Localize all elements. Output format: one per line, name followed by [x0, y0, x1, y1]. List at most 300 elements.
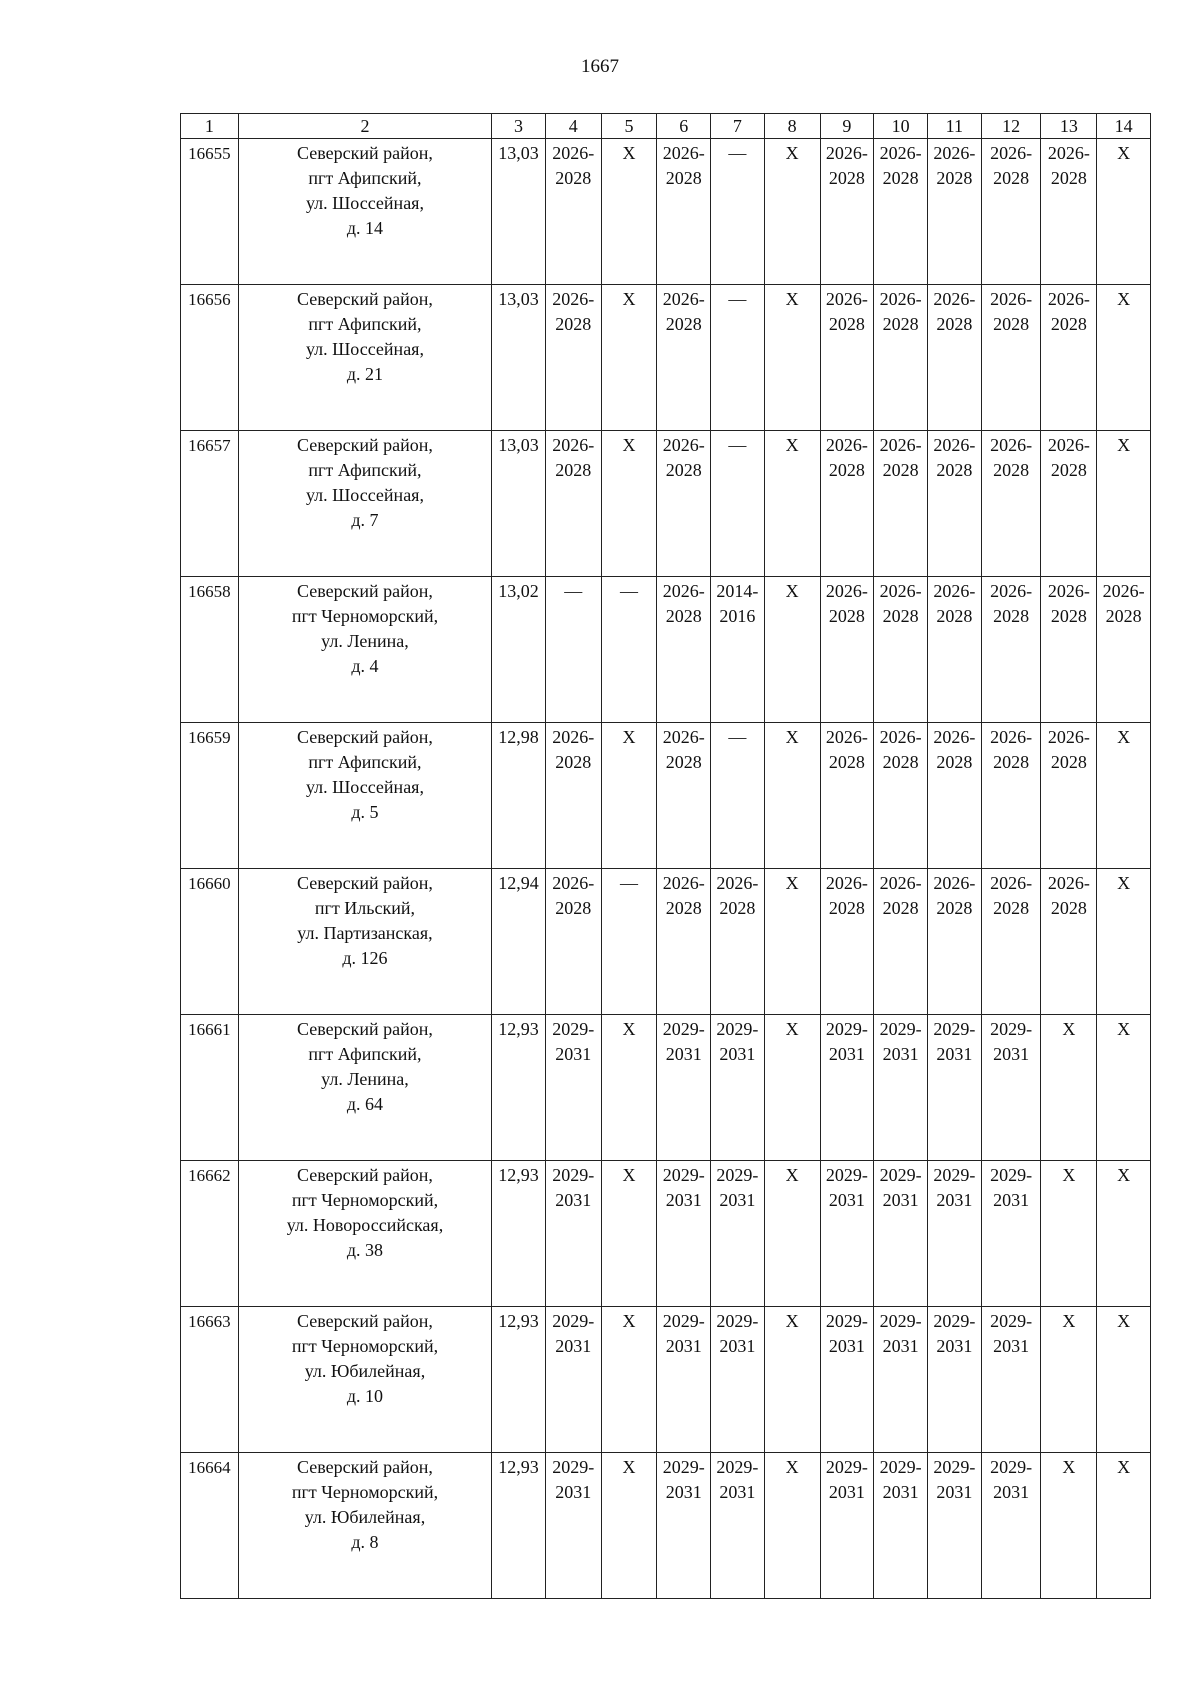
period-text: 2031: [719, 1482, 756, 1502]
table-row: [181, 869, 1151, 1015]
period-cell-col-8: [764, 431, 820, 577]
period-cell-col-6: [657, 285, 711, 431]
address-line: пгт Афипский,: [308, 314, 422, 334]
period-text: 2028: [555, 168, 592, 188]
period-cell-col-9: [820, 1307, 874, 1453]
period-text: 2028: [1050, 168, 1087, 188]
period-text: 2028: [555, 752, 592, 772]
address-line: ул. Шоссейная,: [305, 193, 424, 213]
period-text: X: [785, 1019, 799, 1039]
period-cell-col-14: [1097, 285, 1151, 431]
period-cell-col-5: [601, 1307, 657, 1453]
period-text: 2028: [993, 606, 1030, 626]
row-number-cell: 16662: [181, 1161, 239, 1307]
period-text: 2026-: [1047, 581, 1090, 601]
period-text: 2031: [882, 1482, 919, 1502]
period-text: 2026-: [933, 289, 976, 309]
period-text: 2029-: [552, 1019, 595, 1039]
period-text: 2031: [936, 1044, 973, 1064]
address-line: ул. Шоссейная,: [305, 485, 424, 505]
column-header-11: 11: [927, 114, 981, 139]
period-text: 2029-: [879, 1019, 922, 1039]
period-text: 2028: [882, 606, 919, 626]
value-cell: 12,93: [492, 1453, 546, 1599]
period-text: 2031: [828, 1482, 865, 1502]
period-cell-col-7: [711, 1307, 765, 1453]
period-text: X: [622, 289, 636, 309]
column-header-9: 9: [820, 114, 874, 139]
address-line: д. 8: [351, 1532, 379, 1552]
period-text: X: [785, 143, 799, 163]
column-header-6: 6: [657, 114, 711, 139]
address-line: д. 126: [342, 948, 388, 968]
period-cell-col-14: [1097, 1161, 1151, 1307]
address-line: пгт Афипский,: [308, 168, 422, 188]
address-line: пгт Афипский,: [308, 752, 422, 772]
period-text: —: [619, 873, 638, 893]
period-text: 2031: [993, 1482, 1030, 1502]
period-text: X: [622, 435, 636, 455]
period-text: 2026-: [552, 435, 595, 455]
period-text: 2026-: [552, 289, 595, 309]
period-text: 2029-: [552, 1311, 595, 1331]
period-cell-col-7: [711, 1453, 765, 1599]
value-cell: 12,98: [492, 723, 546, 869]
period-cell-col-5: [601, 869, 657, 1015]
period-cell-col-9: [820, 1015, 874, 1161]
period-cell-col-10: [874, 723, 928, 869]
period-cell-col-11: [927, 1307, 981, 1453]
period-text: 2029-: [990, 1019, 1033, 1039]
period-text: 2026-: [662, 143, 705, 163]
address-line: д. 5: [351, 802, 379, 822]
period-text: 2031: [936, 1190, 973, 1210]
address-line: ул. Шоссейная,: [305, 777, 424, 797]
period-text: 2031: [828, 1336, 865, 1356]
period-text: 2028: [665, 752, 702, 772]
column-header-8: 8: [764, 114, 820, 139]
address-line: Северский район,: [297, 289, 433, 309]
period-text: 2031: [882, 1336, 919, 1356]
period-cell-col-4: [545, 285, 601, 431]
value-cell: 13,02: [492, 577, 546, 723]
column-header-4: 4: [545, 114, 601, 139]
period-text: 2029-: [662, 1457, 705, 1477]
table-row: [181, 577, 1151, 723]
period-text: 2028: [936, 606, 973, 626]
period-text: 2029-: [879, 1311, 922, 1331]
address-line: ул. Ленина,: [321, 631, 409, 651]
period-cell-col-8: [764, 1161, 820, 1307]
period-cell-col-14: [1097, 577, 1151, 723]
period-text: 2028: [665, 314, 702, 334]
period-cell-col-8: [764, 1015, 820, 1161]
period-text: 2026-: [990, 435, 1033, 455]
period-text: X: [1117, 1457, 1131, 1477]
period-cell-col-5: [601, 1161, 657, 1307]
address-cell: [238, 431, 491, 577]
address-line: Северский район,: [297, 1311, 433, 1331]
address-line: Северский район,: [297, 435, 433, 455]
period-cell-col-5: [601, 1015, 657, 1161]
period-text: 2028: [828, 460, 865, 480]
period-text: 2031: [555, 1044, 592, 1064]
period-text: 2028: [936, 168, 973, 188]
value-cell: 13,03: [492, 431, 546, 577]
period-cell-col-13: [1041, 1161, 1097, 1307]
period-cell-col-12: [981, 1161, 1041, 1307]
period-cell-col-11: [927, 139, 981, 285]
period-cell-col-7: [711, 869, 765, 1015]
period-cell-col-4: [545, 869, 601, 1015]
period-text: —: [619, 581, 638, 601]
period-text: 2031: [828, 1044, 865, 1064]
period-text: 2016: [719, 606, 756, 626]
period-cell-col-9: [820, 139, 874, 285]
period-text: 2028: [882, 460, 919, 480]
period-cell-col-13: [1041, 1015, 1097, 1161]
period-cell-col-9: [820, 577, 874, 723]
value-cell: 12,94: [492, 869, 546, 1015]
period-text: X: [785, 1165, 799, 1185]
period-text: 2026-: [879, 727, 922, 747]
period-text: —: [728, 143, 747, 163]
period-text: X: [785, 581, 799, 601]
period-text: 2026-: [879, 435, 922, 455]
period-text: X: [785, 289, 799, 309]
row-number-cell: 16657: [181, 431, 239, 577]
address-cell: [238, 869, 491, 1015]
period-cell-col-9: [820, 431, 874, 577]
period-text: 2026-: [879, 873, 922, 893]
address-line: Северский район,: [297, 1019, 433, 1039]
period-text: 2031: [993, 1190, 1030, 1210]
period-text: 2031: [555, 1482, 592, 1502]
period-text: 2031: [665, 1044, 702, 1064]
period-text: 2026-: [933, 435, 976, 455]
period-text: 2029-: [825, 1165, 868, 1185]
period-text: 2029-: [990, 1311, 1033, 1331]
period-cell-col-13: [1041, 723, 1097, 869]
column-header-1: 1: [181, 114, 239, 139]
period-text: 2028: [882, 752, 919, 772]
period-text: 2026-: [662, 873, 705, 893]
table-row: [181, 431, 1151, 577]
column-header-3: 3: [492, 114, 546, 139]
period-text: 2026-: [825, 435, 868, 455]
address-line: пгт Афипский,: [308, 460, 422, 480]
period-cell-col-10: [874, 869, 928, 1015]
period-text: 2026-: [825, 581, 868, 601]
period-text: 2031: [719, 1190, 756, 1210]
column-header-2: 2: [238, 114, 491, 139]
period-cell-col-12: [981, 1015, 1041, 1161]
period-text: 2028: [665, 168, 702, 188]
period-cell-col-11: [927, 1161, 981, 1307]
period-text: 2029-: [879, 1457, 922, 1477]
period-cell-col-6: [657, 431, 711, 577]
period-text: X: [1117, 289, 1131, 309]
period-text: —: [564, 581, 583, 601]
period-text: —: [728, 289, 747, 309]
period-text: 2028: [993, 168, 1030, 188]
period-cell-col-10: [874, 285, 928, 431]
column-header-13: 13: [1041, 114, 1097, 139]
address-line: Северский район,: [297, 727, 433, 747]
period-text: —: [728, 435, 747, 455]
period-text: 2031: [882, 1190, 919, 1210]
period-cell-col-4: [545, 1161, 601, 1307]
row-number-cell: 16656: [181, 285, 239, 431]
table-row: [181, 1015, 1151, 1161]
period-text: 2026-: [879, 143, 922, 163]
period-cell-col-5: [601, 285, 657, 431]
period-text: 2026-: [1047, 435, 1090, 455]
period-text: 2026-: [552, 727, 595, 747]
period-text: 2028: [936, 314, 973, 334]
period-text: 2028: [993, 898, 1030, 918]
period-text: 2026-: [1047, 143, 1090, 163]
period-text: 2031: [936, 1336, 973, 1356]
period-cell-col-12: [981, 723, 1041, 869]
period-text: 2026-: [662, 581, 705, 601]
period-cell-col-13: [1041, 577, 1097, 723]
table-body: [181, 139, 1151, 1599]
period-text: 2026-: [662, 435, 705, 455]
period-cell-col-11: [927, 1015, 981, 1161]
period-text: 2026-: [933, 581, 976, 601]
period-text: 2026-: [1047, 289, 1090, 309]
period-cell-col-8: [764, 1307, 820, 1453]
period-cell-col-6: [657, 1453, 711, 1599]
period-text: X: [1117, 873, 1131, 893]
period-text: 2026-: [990, 873, 1033, 893]
period-cell-col-13: [1041, 1453, 1097, 1599]
period-text: 2026-: [825, 873, 868, 893]
period-text: 2028: [993, 314, 1030, 334]
period-text: 2026-: [662, 289, 705, 309]
period-text: X: [1117, 1019, 1131, 1039]
address-line: ул. Ленина,: [321, 1069, 409, 1089]
page-number: 1667: [581, 56, 619, 77]
table-row: [181, 1161, 1151, 1307]
period-cell-col-10: [874, 431, 928, 577]
period-cell-col-14: [1097, 1015, 1151, 1161]
period-cell-col-7: [711, 139, 765, 285]
period-text: X: [785, 1311, 799, 1331]
address-cell: [238, 139, 491, 285]
period-cell-col-14: [1097, 869, 1151, 1015]
period-text: 2028: [665, 898, 702, 918]
address-line: д. 7: [351, 510, 379, 530]
period-cell-col-8: [764, 1453, 820, 1599]
period-cell-col-6: [657, 723, 711, 869]
period-cell-col-6: [657, 1161, 711, 1307]
period-cell-col-10: [874, 1307, 928, 1453]
period-cell-col-6: [657, 139, 711, 285]
value-cell: 12,93: [492, 1015, 546, 1161]
period-cell-col-7: [711, 285, 765, 431]
period-text: 2028: [828, 752, 865, 772]
period-text: 2028: [665, 606, 702, 626]
table-row: [181, 1453, 1151, 1599]
period-text: 2028: [993, 460, 1030, 480]
period-cell-col-7: [711, 577, 765, 723]
period-cell-col-5: [601, 139, 657, 285]
period-text: X: [785, 873, 799, 893]
period-text: 2028: [936, 898, 973, 918]
period-text: 2028: [882, 314, 919, 334]
period-text: 2026-: [825, 143, 868, 163]
period-text: X: [1117, 143, 1131, 163]
period-text: 2029-: [990, 1457, 1033, 1477]
period-text: 2031: [665, 1482, 702, 1502]
period-text: 2029-: [716, 1165, 759, 1185]
period-cell-col-4: [545, 577, 601, 723]
period-text: 2028: [882, 898, 919, 918]
period-text: 2028: [555, 314, 592, 334]
period-cell-col-7: [711, 1161, 765, 1307]
period-text: 2031: [665, 1190, 702, 1210]
period-text: X: [1062, 1457, 1076, 1477]
period-text: X: [1117, 435, 1131, 455]
period-cell-col-8: [764, 285, 820, 431]
period-cell-col-4: [545, 1453, 601, 1599]
period-cell-col-8: [764, 577, 820, 723]
table-row: [181, 139, 1151, 285]
period-text: 2029-: [825, 1457, 868, 1477]
address-line: д. 38: [346, 1240, 384, 1260]
period-text: 2028: [936, 752, 973, 772]
period-cell-col-13: [1041, 431, 1097, 577]
period-text: 2031: [936, 1482, 973, 1502]
period-text: 2026-: [990, 581, 1033, 601]
address-line: ул. Партизанская,: [297, 923, 433, 943]
period-cell-col-6: [657, 1015, 711, 1161]
address-line: пгт Афипский,: [308, 1044, 422, 1064]
address-line: Северский район,: [297, 1165, 433, 1185]
period-text: 2029-: [933, 1019, 976, 1039]
period-text: 2028: [555, 898, 592, 918]
period-text: 2029-: [933, 1165, 976, 1185]
address-line: пгт Черноморский,: [291, 1190, 439, 1210]
table-row: [181, 723, 1151, 869]
address-cell: [238, 1453, 491, 1599]
address-line: пгт Черноморский,: [291, 1336, 439, 1356]
value-cell: 12,93: [492, 1161, 546, 1307]
period-text: 2028: [1050, 752, 1087, 772]
period-text: 2029-: [552, 1457, 595, 1477]
period-text: 2014-: [716, 581, 759, 601]
period-text: 2031: [719, 1336, 756, 1356]
period-text: 2031: [665, 1336, 702, 1356]
value-cell: 12,93: [492, 1307, 546, 1453]
period-cell-col-8: [764, 869, 820, 1015]
row-number-cell: 16659: [181, 723, 239, 869]
address-line: ул. Шоссейная,: [305, 339, 424, 359]
period-cell-col-6: [657, 1307, 711, 1453]
period-text: 2028: [828, 314, 865, 334]
row-number-cell: 16655: [181, 139, 239, 285]
period-text: —: [728, 727, 747, 747]
address-line: д. 4: [351, 656, 379, 676]
period-cell-col-5: [601, 431, 657, 577]
period-cell-col-5: [601, 577, 657, 723]
period-cell-col-11: [927, 1453, 981, 1599]
period-text: X: [1117, 1165, 1131, 1185]
period-text: 2026-: [933, 143, 976, 163]
period-text: 2029-: [879, 1165, 922, 1185]
period-cell-col-4: [545, 723, 601, 869]
period-text: 2026-: [552, 143, 595, 163]
period-cell-col-14: [1097, 1453, 1151, 1599]
period-cell-col-8: [764, 723, 820, 869]
period-cell-col-12: [981, 1453, 1041, 1599]
period-text: 2029-: [933, 1311, 976, 1331]
period-text: X: [1062, 1019, 1076, 1039]
period-text: X: [622, 143, 636, 163]
period-cell-col-4: [545, 1307, 601, 1453]
period-cell-col-14: [1097, 1307, 1151, 1453]
period-text: 2028: [882, 168, 919, 188]
period-cell-col-10: [874, 1453, 928, 1599]
period-text: 2028: [828, 606, 865, 626]
period-cell-col-12: [981, 1307, 1041, 1453]
address-cell: [238, 1161, 491, 1307]
address-line: д. 14: [346, 218, 384, 238]
period-text: 2026-: [990, 727, 1033, 747]
period-cell-col-14: [1097, 431, 1151, 577]
period-text: 2028: [828, 898, 865, 918]
period-cell-col-14: [1097, 139, 1151, 285]
row-number-cell: 16661: [181, 1015, 239, 1161]
period-text: 2028: [665, 460, 702, 480]
period-cell-col-12: [981, 285, 1041, 431]
period-cell-col-10: [874, 1161, 928, 1307]
period-text: 2029-: [716, 1311, 759, 1331]
address-cell: [238, 1015, 491, 1161]
period-cell-col-13: [1041, 285, 1097, 431]
period-text: 2026-: [1047, 873, 1090, 893]
address-line: Северский район,: [297, 873, 433, 893]
period-text: X: [622, 1311, 636, 1331]
period-cell-col-14: [1097, 723, 1151, 869]
period-cell-col-6: [657, 577, 711, 723]
address-cell: [238, 577, 491, 723]
period-cell-col-4: [545, 1015, 601, 1161]
period-text: 2031: [882, 1044, 919, 1064]
address-cell: [238, 1307, 491, 1453]
period-cell-col-9: [820, 1161, 874, 1307]
address-line: д. 64: [346, 1094, 384, 1114]
period-text: X: [785, 727, 799, 747]
table-row: [181, 285, 1151, 431]
address-line: Северский район,: [297, 581, 433, 601]
address-cell: [238, 723, 491, 869]
row-number-cell: 16664: [181, 1453, 239, 1599]
period-text: 2028: [1050, 606, 1087, 626]
data-table: [180, 113, 1151, 1599]
period-cell-col-5: [601, 723, 657, 869]
period-text: 2029-: [716, 1457, 759, 1477]
period-text: X: [1062, 1165, 1076, 1185]
period-text: 2029-: [990, 1165, 1033, 1185]
period-cell-col-12: [981, 577, 1041, 723]
period-text: 2031: [555, 1336, 592, 1356]
period-text: 2028: [555, 460, 592, 480]
address-line: пгт Черноморский,: [291, 1482, 439, 1502]
period-text: 2031: [993, 1044, 1030, 1064]
